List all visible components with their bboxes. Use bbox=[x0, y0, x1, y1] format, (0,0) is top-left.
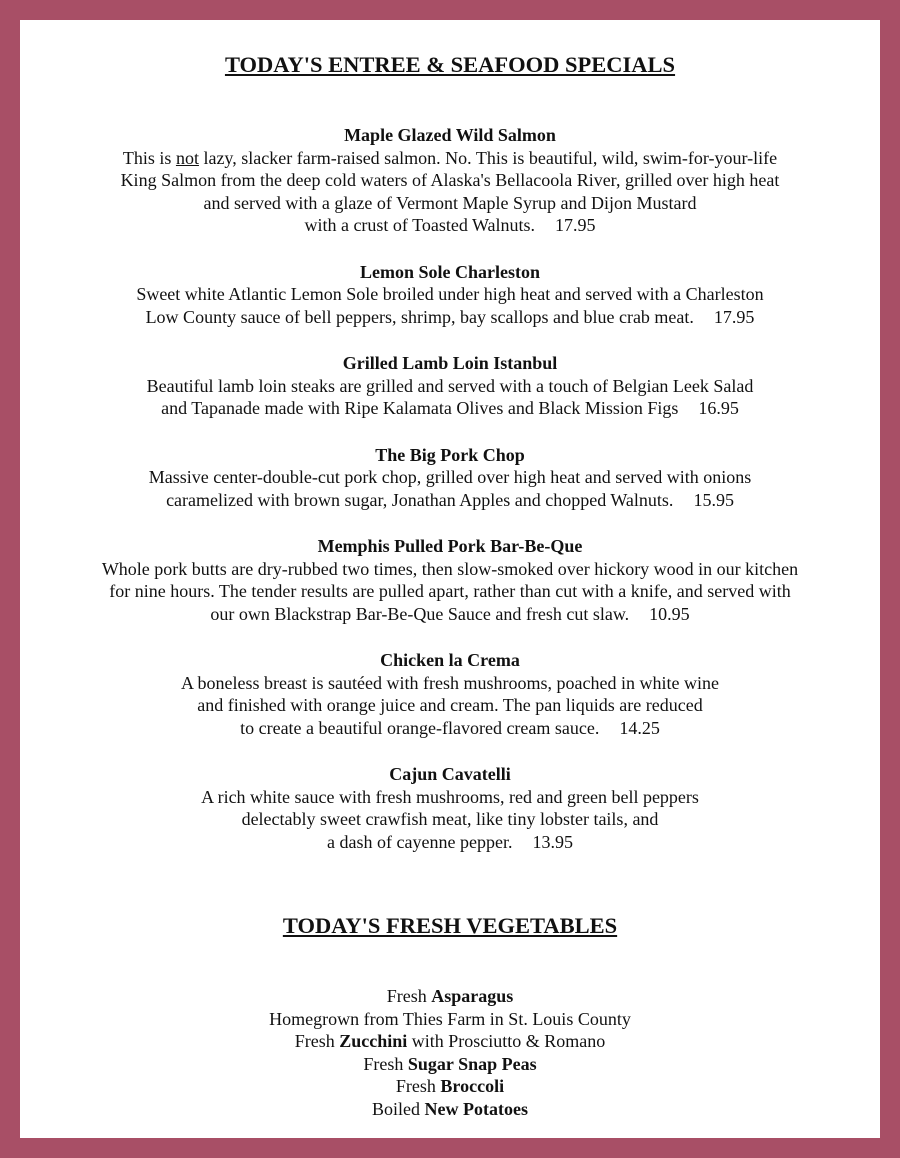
entree-item bbox=[20, 444, 880, 512]
entree-description-line bbox=[20, 558, 880, 581]
description-text: A rich white sauce with fresh mushrooms, red and green bell peppers bbox=[201, 786, 699, 807]
entree-name: Chicken la Crema bbox=[380, 650, 520, 670]
description-text: delectably sweet crawfish meat, like tiny lobster tails, and bbox=[241, 809, 659, 829]
vegetable-name: Asparagus bbox=[431, 986, 514, 1006]
entree-item bbox=[20, 535, 880, 625]
entree-specials-heading: TODAY'S ENTREE & SEAFOOD SPECIALS bbox=[224, 52, 676, 77]
vegetable-name: Zucchini bbox=[339, 1031, 408, 1051]
entree-description-line bbox=[20, 192, 880, 215]
entree-description-line bbox=[20, 466, 880, 489]
vegetable-item bbox=[20, 1008, 880, 1031]
entree-price: 13.95 bbox=[532, 831, 573, 852]
entree-price: 17.95 bbox=[713, 306, 755, 327]
entree-description-line bbox=[20, 306, 880, 329]
description-text: A boneless breast is sautéed with fresh mushrooms, poached in white wine bbox=[181, 672, 719, 693]
vegetable-text: Fresh bbox=[294, 1031, 340, 1051]
vegetable-name: New Potatoes bbox=[424, 1098, 528, 1119]
entree-description-line bbox=[20, 214, 880, 237]
vegetable-text: with Prosciutto & Romano bbox=[407, 1031, 606, 1051]
entree-description-line bbox=[20, 283, 880, 306]
entree-price: 14.25 bbox=[619, 717, 660, 738]
entree-item bbox=[20, 124, 880, 237]
description-text: Whole pork butts are dry-rubbed two times, then slow-smoked over hickory wood in our kitchen bbox=[101, 558, 799, 579]
vegetables-heading: TODAY'S FRESH VEGETABLES bbox=[282, 913, 618, 938]
emphasis-text: not bbox=[175, 147, 199, 168]
entree-name: Grilled Lamb Loin Istanbul bbox=[342, 353, 558, 373]
description-text: caramelized with brown sugar, Jonathan Apples and chopped Walnuts. bbox=[166, 489, 674, 510]
entree-name: Memphis Pulled Pork Bar-Be-Que bbox=[317, 536, 583, 556]
entree-description-line bbox=[20, 808, 880, 831]
entree-description-line bbox=[20, 489, 880, 512]
entree-price: 15.95 bbox=[693, 489, 734, 510]
entree-description-line bbox=[20, 603, 880, 626]
entree-description-line bbox=[20, 397, 880, 420]
vegetable-text: Homegrown from Thies Farm in St. Louis County bbox=[269, 1008, 631, 1029]
vegetable-text: Boiled bbox=[372, 1098, 425, 1119]
vegetable-item bbox=[20, 985, 880, 1008]
description-text: Massive center-double-cut pork chop, grilled over high heat and served with onions bbox=[148, 467, 752, 487]
entree-item bbox=[20, 763, 880, 853]
entree-name: Cajun Cavatelli bbox=[389, 764, 511, 784]
description-text: lazy, slacker farm-raised salmon. No. This is beautiful, wild, swim-for-your-life bbox=[198, 147, 778, 168]
entree-description-line bbox=[20, 169, 880, 192]
entree-name: The Big Pork Chop bbox=[375, 444, 525, 465]
entree-price: 16.95 bbox=[698, 398, 739, 418]
description-text: and Tapanade made with Ripe Kalamata Olives and Black Mission Figs bbox=[161, 398, 679, 418]
vegetable-text: Fresh bbox=[386, 986, 432, 1006]
entree-description-line bbox=[20, 375, 880, 398]
entree-price: 10.95 bbox=[649, 603, 690, 624]
description-text: This is bbox=[122, 147, 176, 168]
description-text: Sweet white Atlantic Lemon Sole broiled under high heat and served with a Charleston bbox=[136, 284, 764, 304]
entree-name: Maple Glazed Wild Salmon bbox=[344, 125, 556, 145]
vegetable-item bbox=[20, 1030, 880, 1053]
vegetable-item bbox=[20, 1075, 880, 1098]
vegetable-list bbox=[20, 985, 880, 1120]
entree-description-line bbox=[20, 672, 880, 695]
entree-item bbox=[20, 352, 880, 420]
entree-price: 17.95 bbox=[555, 215, 596, 235]
entree-description-line bbox=[20, 580, 880, 603]
vegetable-text: Fresh bbox=[395, 1076, 441, 1096]
entree-description-line bbox=[20, 831, 880, 854]
entree-item bbox=[20, 261, 880, 329]
entree-description-line bbox=[20, 694, 880, 717]
entree-list bbox=[20, 124, 880, 877]
description-text: for nine hours. The tender results are pulled apart, rather than cut with a knife, and served with bbox=[109, 581, 791, 601]
entree-description-line bbox=[20, 717, 880, 740]
description-text: Beautiful lamb loin steaks are grilled and served with a touch of Belgian Leek Salad bbox=[146, 375, 754, 396]
entree-name: Lemon Sole Charleston bbox=[360, 261, 540, 282]
description-text: and served with a glaze of Vermont Maple Syrup and Dijon Mustard bbox=[203, 192, 697, 213]
description-text: and finished with orange juice and cream. The pan liquids are reduced bbox=[197, 695, 703, 715]
entree-item bbox=[20, 649, 880, 739]
description-text: Low County sauce of bell peppers, shrimp, bay scallops and blue crab meat. bbox=[145, 306, 694, 327]
description-text: to create a beautiful orange-flavored cream sauce. bbox=[240, 717, 600, 738]
vegetable-name: Broccoli bbox=[440, 1076, 505, 1096]
menu-page bbox=[20, 20, 880, 1138]
description-text: our own Blackstrap Bar-Be-Que Sauce and fresh cut slaw. bbox=[210, 603, 630, 624]
description-text: with a crust of Toasted Walnuts. bbox=[304, 215, 536, 235]
entree-description-line bbox=[20, 147, 880, 170]
vegetable-name: Sugar Snap Peas bbox=[407, 1053, 537, 1074]
vegetable-text: Fresh bbox=[363, 1053, 408, 1074]
vegetable-item bbox=[20, 1098, 880, 1121]
vegetable-item bbox=[20, 1053, 880, 1076]
description-text: a dash of cayenne pepper. bbox=[327, 831, 513, 852]
entree-description-line bbox=[20, 786, 880, 809]
description-text: King Salmon from the deep cold waters of Alaska's Bellacoola River, grilled over high heat bbox=[120, 170, 780, 190]
